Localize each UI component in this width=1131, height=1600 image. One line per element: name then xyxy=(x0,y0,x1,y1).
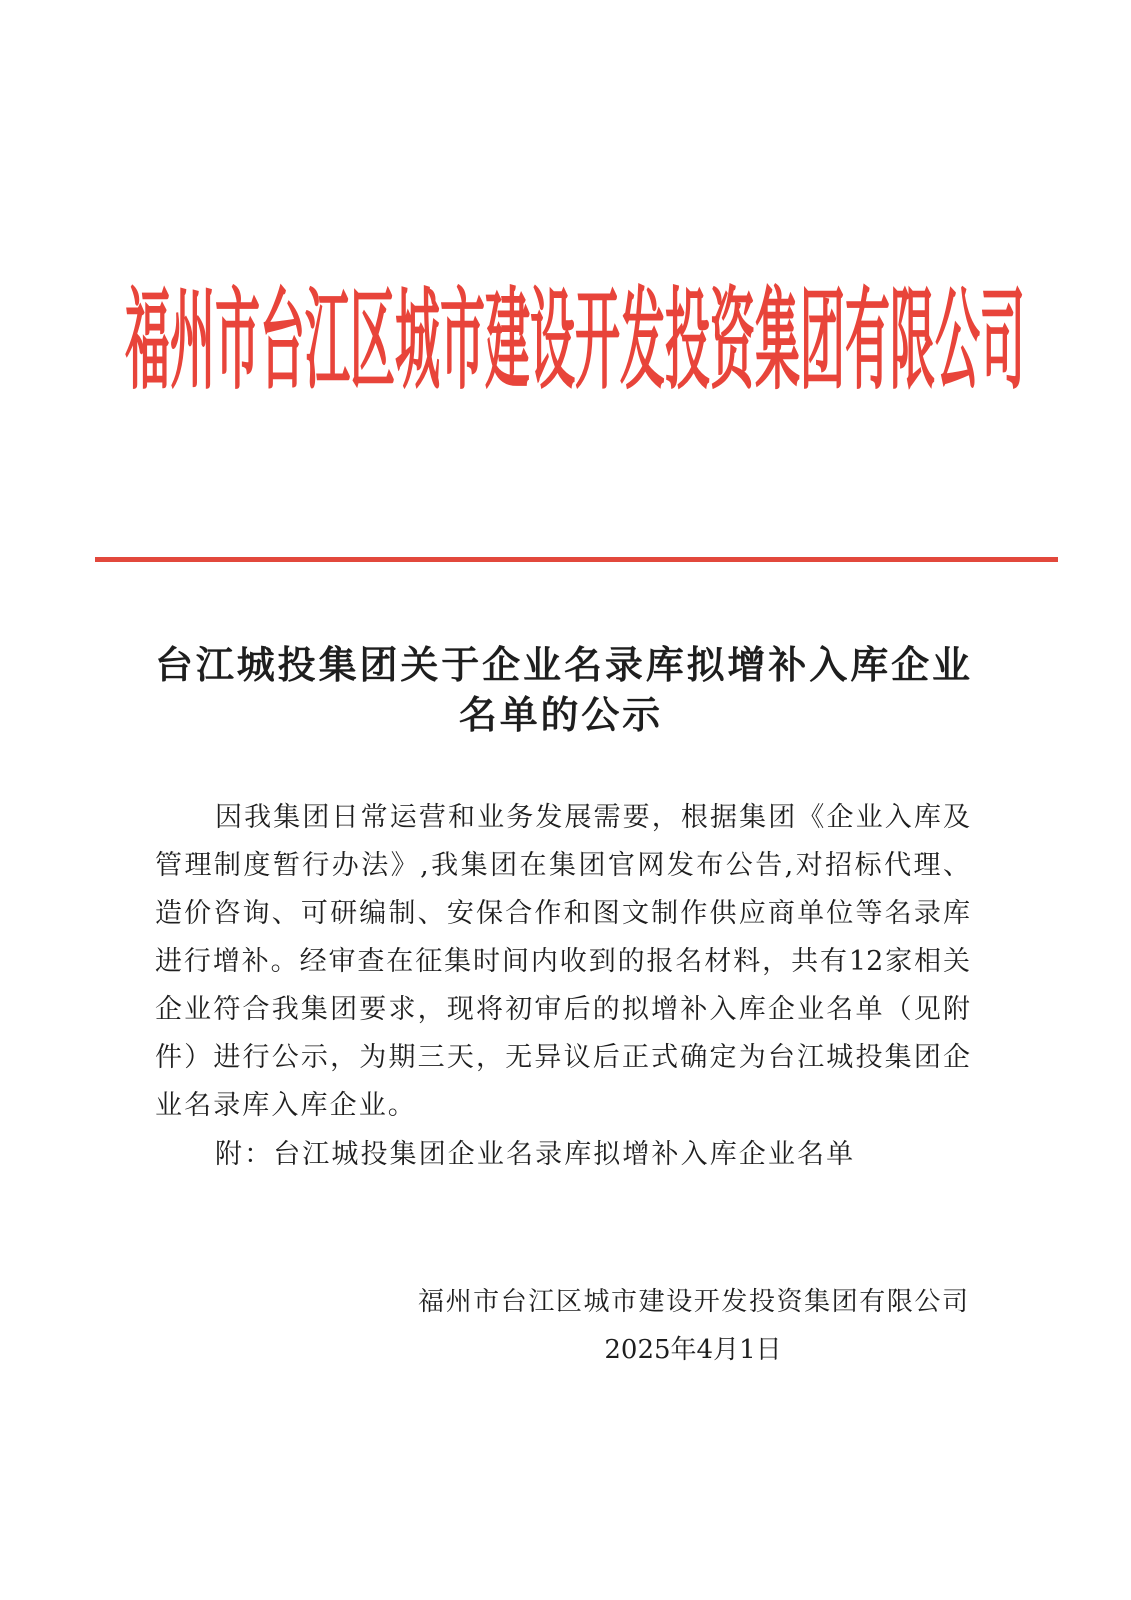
signature-organization: 福州市台江区城市建设开发投资集团有限公司 xyxy=(418,1287,968,1317)
attachment-note: 附：台江城投集团企业名录库拟增补入库企业名单 xyxy=(215,1139,856,1170)
body-line: 企业符合我集团要求，现将初审后的拟增补入库企业名单（见附 xyxy=(155,994,970,1025)
document-title-line-2: 名单的公示 xyxy=(458,692,663,737)
body-line: 业名录库入库企业。 xyxy=(155,1090,417,1121)
body-line: 管理制度暂行办法》,我集团在集团官网发布公告,对招标代理、 xyxy=(155,850,970,881)
letterhead-red-rule xyxy=(95,557,1058,562)
body-line: 因我集团日常运营和业务发展需要，根据集团《企业入库及 xyxy=(215,802,970,833)
signature-date: 2025年4月1日 xyxy=(604,1335,782,1365)
body-line: 件）进行公示，为期三天，无异议后正式确定为台江城投集团企 xyxy=(155,1042,970,1073)
body-line: 造价咨询、可研编制、安保合作和图文制作供应商单位等名录库 xyxy=(155,898,970,929)
body-line: 进行增补。经审查在征集时间内收到的报名材料，共有12家相关 xyxy=(155,946,970,977)
letterhead-org-name: 福州市台江区城市建设开发投资集团有限公司 xyxy=(125,275,1026,406)
document-title-line-1: 台江城投集团关于企业名录库拟增补入库企业 xyxy=(155,642,970,687)
document-body xyxy=(155,794,970,1130)
